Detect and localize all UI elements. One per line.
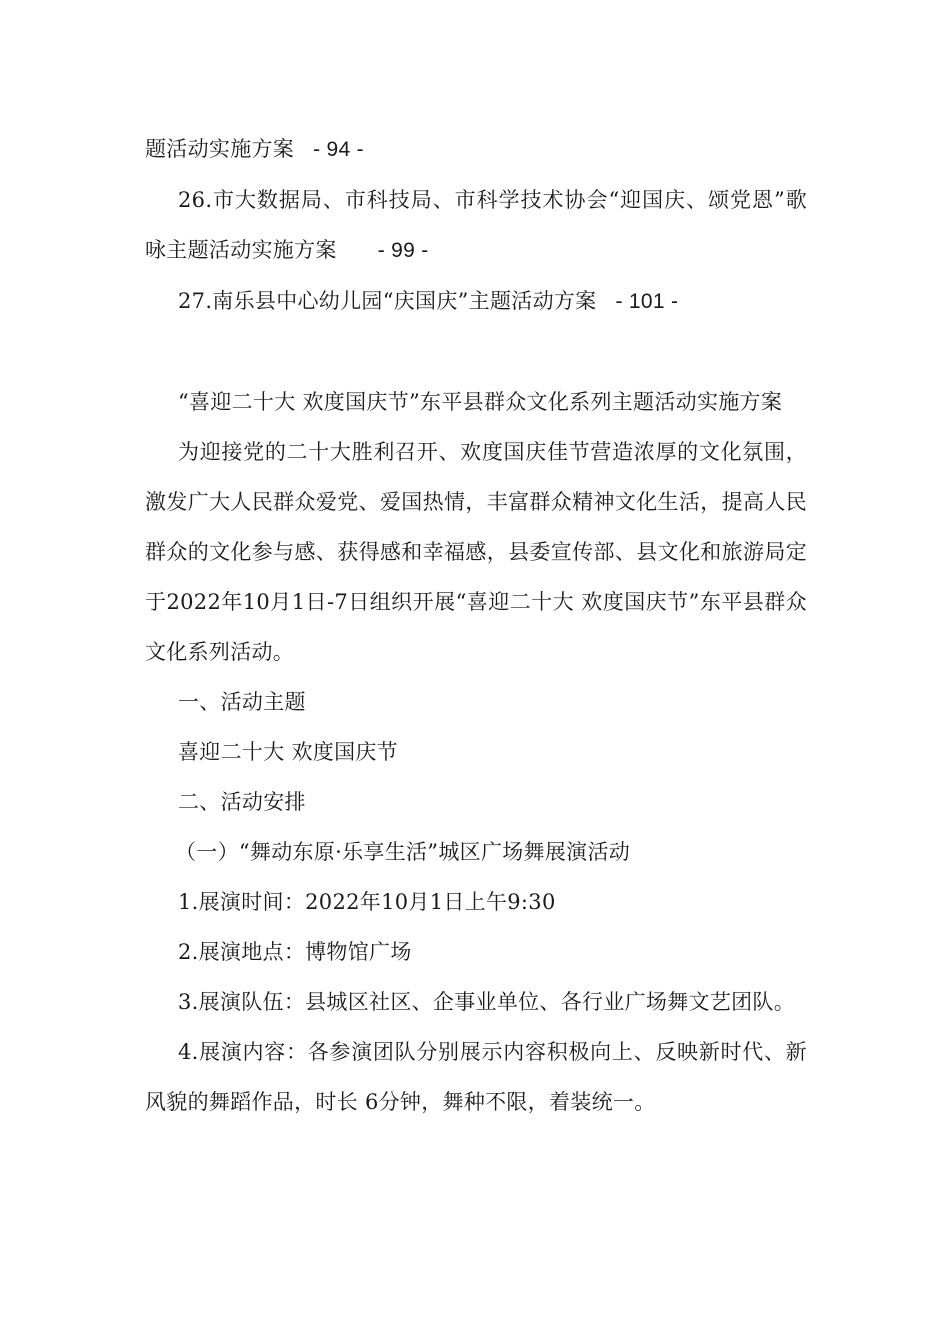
section-heading: 二、活动安排 — [178, 790, 306, 814]
list-item: 3.展演队伍：县城区社区、企事业单位、各行业广场舞文艺团队。 — [178, 990, 796, 1014]
toc-entry-text: 27.南乐县中心幼儿园“庆国庆”主题活动方案 — [178, 289, 597, 313]
toc-entry[interactable] — [145, 276, 807, 327]
document-title: “喜迎二十大 欢度国庆节”东平县群众文化系列主题活动实施方案 — [178, 390, 783, 414]
list-item: 4.展演内容：各参演团队分别展示内容积极向上、反映新时代、新风貌的舞蹈作品，时长 6分钟，舞种不限，着装统一。 — [145, 1040, 807, 1114]
section-body: 喜迎二十大 欢度国庆节 — [178, 740, 398, 764]
toc-entry-text: 题活动实施方案 — [145, 137, 295, 161]
toc-entry-text: 26.市大数据局、市科技局、市科学技术协会“迎国庆、颂党恩”歌咏主题活动实施方案 — [145, 188, 807, 262]
document-body — [145, 124, 807, 1127]
intro-paragraph: 为迎接党的二十大胜利召开、欢度国庆佳节营造浓厚的文化氛围，激发广大人民群众爱党、爱国热情，丰富群众精神文化生活，提高人民群众的文化参与感、获得感和幸福感，县委宣传部、县文化和旅游局定于2022年10月1日-7日组织开展“喜迎二十大 欢度国庆节”东平县群众文化系列活动。 — [145, 440, 807, 664]
subsection-heading: （一）“舞动东原·乐享生活”城区广场舞展演活动 — [175, 840, 631, 864]
list-item: 1.展演时间：2022年10月1日上午9:30 — [178, 890, 556, 914]
toc-page-number: - 94 - — [313, 138, 364, 161]
toc-entry[interactable] — [145, 175, 807, 276]
toc-entry[interactable] — [145, 124, 807, 175]
list-item: 2.展演地点：博物馆广场 — [178, 940, 412, 964]
section-heading: 一、活动主题 — [178, 690, 306, 714]
toc-page-number: - 99 - — [377, 239, 429, 262]
toc-page-number: - 101 - — [615, 290, 679, 313]
